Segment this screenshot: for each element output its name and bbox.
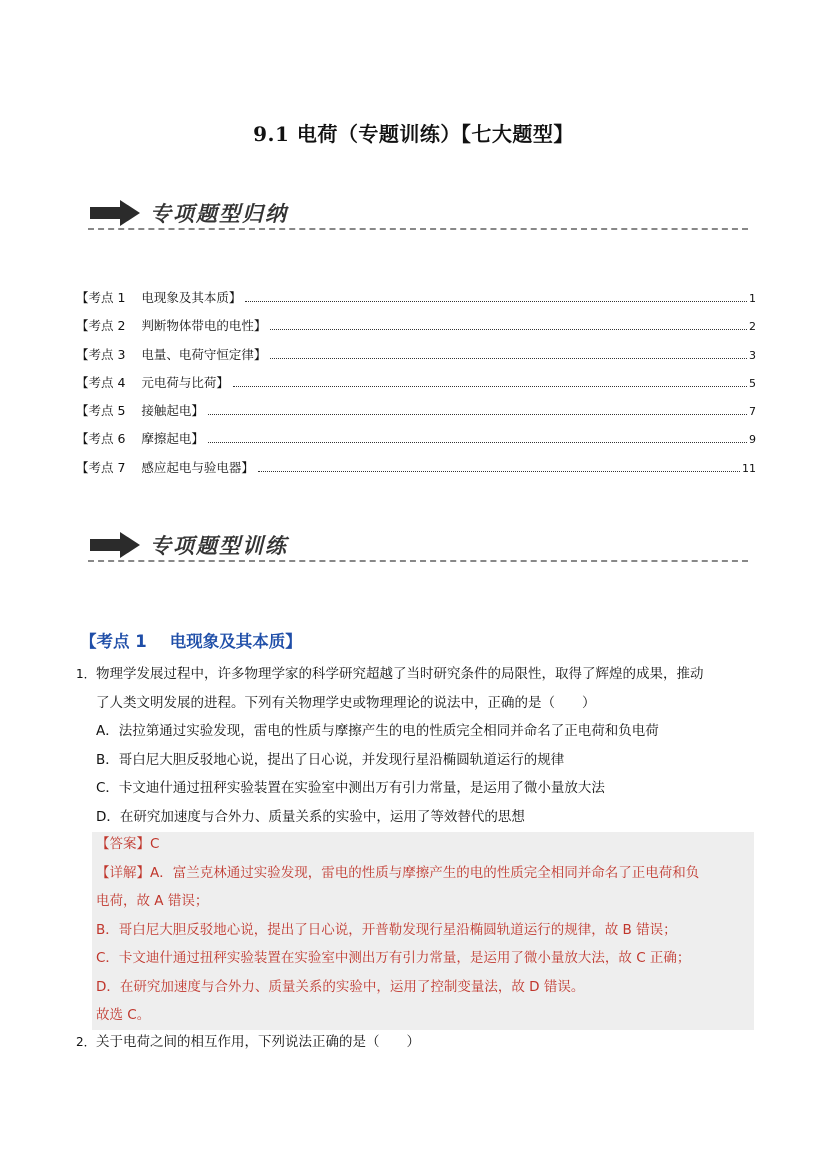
table-of-contents (76, 288, 756, 486)
option-d[interactable]: D．在研究加速度与合外力、质量关系的实验中，运用了等效替代的思想 (96, 808, 525, 825)
dashed-divider (88, 560, 748, 562)
answer-detail: D．在研究加速度与合外力、质量关系的实验中，运用了控制变量法，故 D 错误。 (96, 978, 585, 995)
option-a[interactable]: A．法拉第通过实验发现，雷电的性质与摩擦产生的电的性质完全相同并命名了正电荷和负电荷 (96, 723, 659, 739)
option-c[interactable]: C．卡文迪什通过扭秤实验装置在实验室中测出万有引力常量，是运用了微小量放大法 (96, 780, 605, 796)
section-banner-training (88, 528, 748, 562)
question-number: 2． (76, 1035, 96, 1049)
toc-item[interactable]: 【考点 5 接触起电】 7 (76, 403, 756, 419)
answer-detail: 【详解】A．富兰克林通过实验发现，雷电的性质与摩擦产生的电的性质完全相同并命名了正电荷和负 (96, 864, 700, 881)
toc-item[interactable]: 【考点 6 摩擦起电】 9 (76, 431, 756, 447)
banner-title: 专项题型归纳 (150, 202, 288, 226)
answer-detail: C．卡文迪什通过扭秤实验装置在实验室中测出万有引力常量，是运用了微小量放大法，故 C 正确； (96, 950, 691, 966)
toc-item[interactable]: 【考点 2 判断物体带电的电性】 2 (76, 318, 756, 334)
answer-text (96, 830, 752, 1030)
section-banner-summary (88, 196, 748, 230)
question-stem-cont: 了人类文明发展的进程。下列有关物理学史或物理理论的说法中，正确的是（ ） (96, 694, 596, 711)
toc-item[interactable]: 【考点 7 感应起电与验电器】 11 (76, 459, 756, 475)
arrow-icon (90, 532, 142, 558)
section-heading: 【考点 1 电现象及其本质】 (80, 632, 302, 651)
question-stem: 关于电荷之间的相互作用，下列说法正确的是（ ） (96, 1034, 420, 1050)
banner-title: 专项题型训练 (150, 534, 288, 558)
toc-item[interactable]: 【考点 4 元电荷与比荷】 5 (76, 374, 756, 390)
option-b[interactable]: B．哥白尼大胆反驳地心说，提出了日心说，并发现行星沿椭圆轨道运行的规律 (96, 751, 565, 768)
question-1 (76, 660, 754, 831)
toc-item[interactable]: 【考点 3 电量、电荷守恒定律】 3 (76, 346, 756, 362)
answer-detail: B．哥白尼大胆反驳地心说，提出了日心说，开普勒发现行星沿椭圆轨道运行的规律，故 B 错误； (96, 921, 677, 938)
answer-detail: 电荷，故 A 错误； (96, 893, 209, 909)
toc-item[interactable]: 【考点 1 电现象及其本质】 1 (76, 290, 756, 305)
question-2 (76, 1028, 754, 1057)
page-title: 9.1 电荷（专题训练）【七大题型】 (253, 122, 574, 146)
answer-conclusion: 故选 C。 (96, 1007, 151, 1023)
question-stem: 物理学发展过程中，许多物理学家的科学研究超越了当时研究条件的局限性，取得了辉煌的成果，推动 (96, 666, 704, 682)
arrow-icon (90, 200, 142, 226)
dashed-divider (88, 228, 748, 230)
answer-label: 【答案】C (96, 836, 160, 852)
question-number: 1． (76, 667, 96, 681)
